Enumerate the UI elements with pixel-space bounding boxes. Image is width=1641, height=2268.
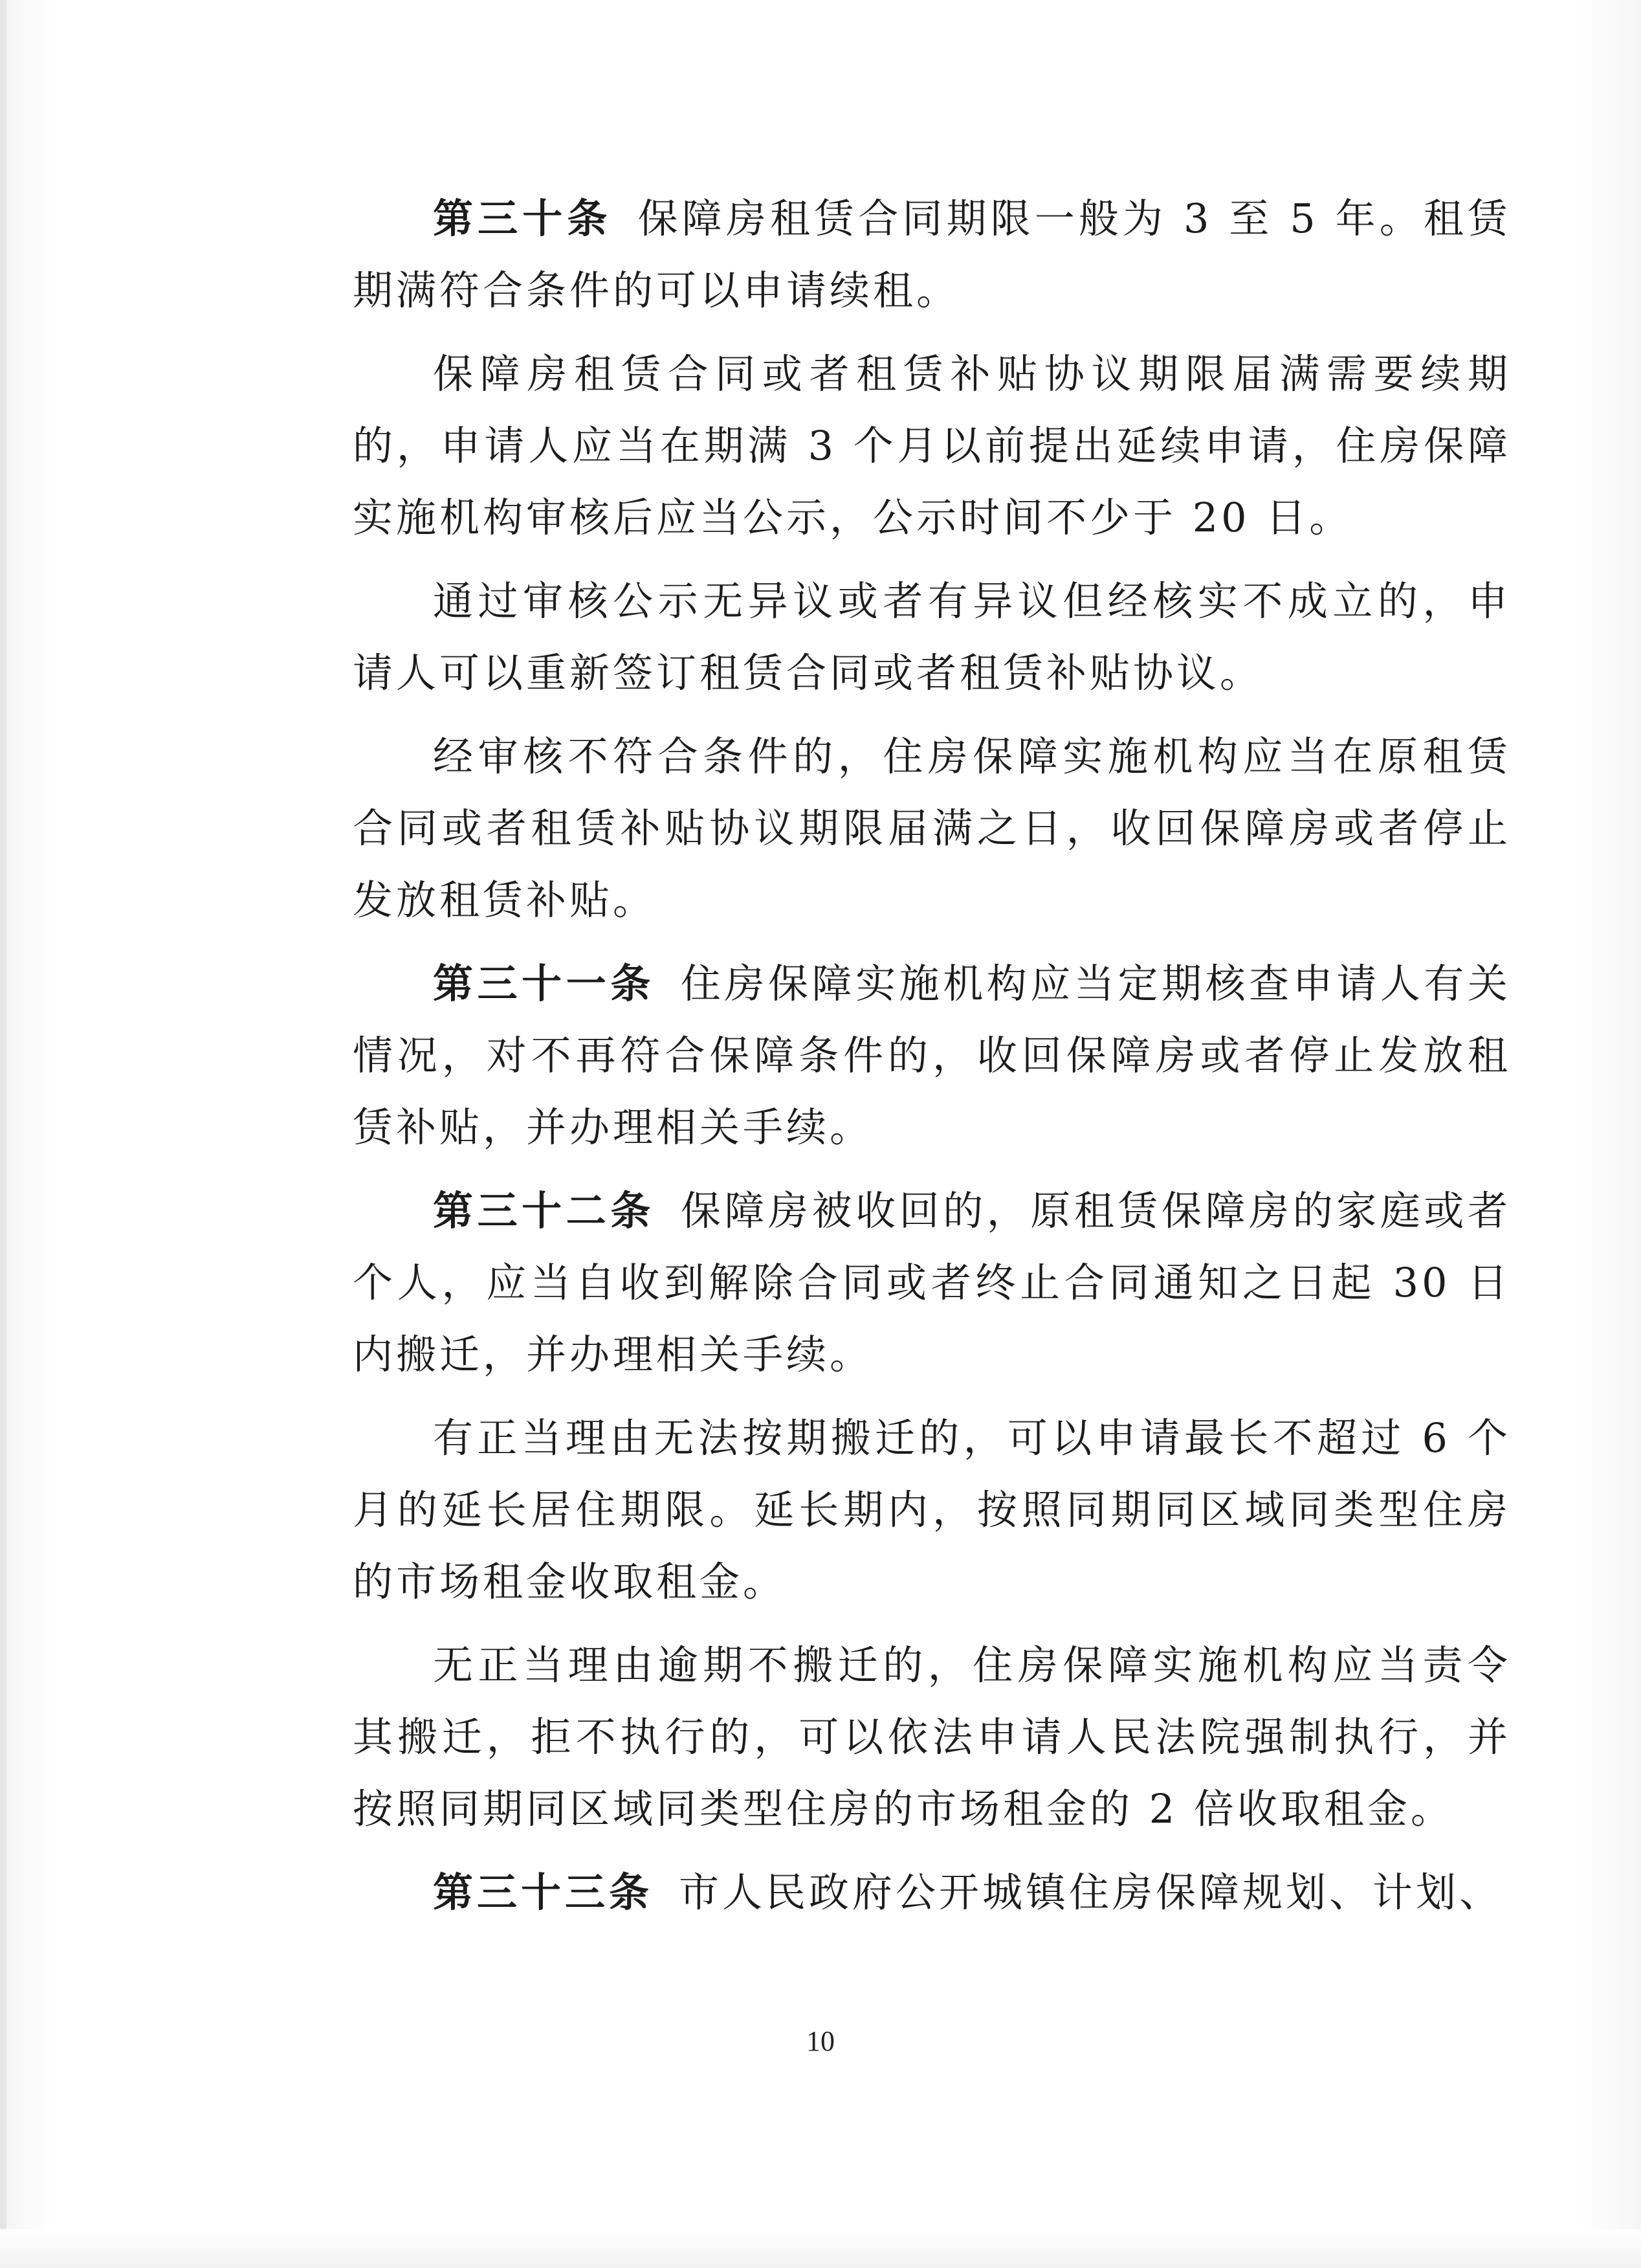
paragraph <box>353 565 1511 709</box>
paragraph <box>353 338 1511 553</box>
paragraph-text: 有正当理由无法按期搬迁的，可以申请最长不超过 6 个月的延长居住期限。延长期内，按照同期同区域同类型住房的市场租金收取租金。 <box>353 1414 1511 1605</box>
paragraph-text: 住房保障实施机构应当定期核查申请人有关情况，对不再符合保障条件的，收回保障房或者停止发放租赁补贴，并办理相关手续。 <box>353 960 1511 1151</box>
paragraph <box>353 1629 1511 1845</box>
body-text <box>353 183 1511 1928</box>
paragraph <box>353 948 1511 1163</box>
paragraph <box>353 183 1511 326</box>
paragraph <box>353 720 1511 936</box>
paragraph-text: 市人民政府公开城镇住房保障规划、计划、 <box>679 1869 1503 1916</box>
article-heading: 第三十条 <box>433 195 612 242</box>
paragraph-text: 无正当理由逾期不搬迁的，住房保障实施机构应当责令其搬迁，拒不执行的，可以依法申请人民法院强制执行，并按照同期同区域同类型住房的市场租金的 2 倍收取租金。 <box>353 1641 1511 1832</box>
article-heading: 第三十一条 <box>433 960 655 1007</box>
paragraph <box>353 1175 1511 1390</box>
paragraph <box>353 1856 1511 1928</box>
paragraph-text: 经审核不符合条件的，住房保障实施机构应当在原租赁合同或者租赁补贴协议期限届满之日，收回保障房或者停止发放租赁补贴。 <box>353 733 1511 924</box>
article-heading: 第三十二条 <box>433 1187 655 1234</box>
paragraph-text: 通过审核公示无异议或者有异议但经核实不成立的，申请人可以重新签订租赁合同或者租赁补贴协议。 <box>353 577 1511 696</box>
paragraph-text: 保障房被收回的，原租赁保障房的家庭或者个人，应当自收到解除合同或者终止合同通知之日起 30 日内搬迁，并办理相关手续。 <box>353 1187 1511 1378</box>
page-number: 10 <box>806 2025 835 2057</box>
article-heading: 第三十三条 <box>433 1869 654 1916</box>
paragraph <box>353 1402 1511 1618</box>
paragraph-text: 保障房租赁合同期限一般为 3 至 5 年。租赁期满符合条件的可以申请续租。 <box>353 195 1511 314</box>
paragraph-text: 保障房租赁合同或者租赁补贴协议期限届满需要续期的，申请人应当在期满 3 个月以前提出延续申请，住房保障实施机构审核后应当公示，公示时间不少于 20 日。 <box>353 350 1511 541</box>
